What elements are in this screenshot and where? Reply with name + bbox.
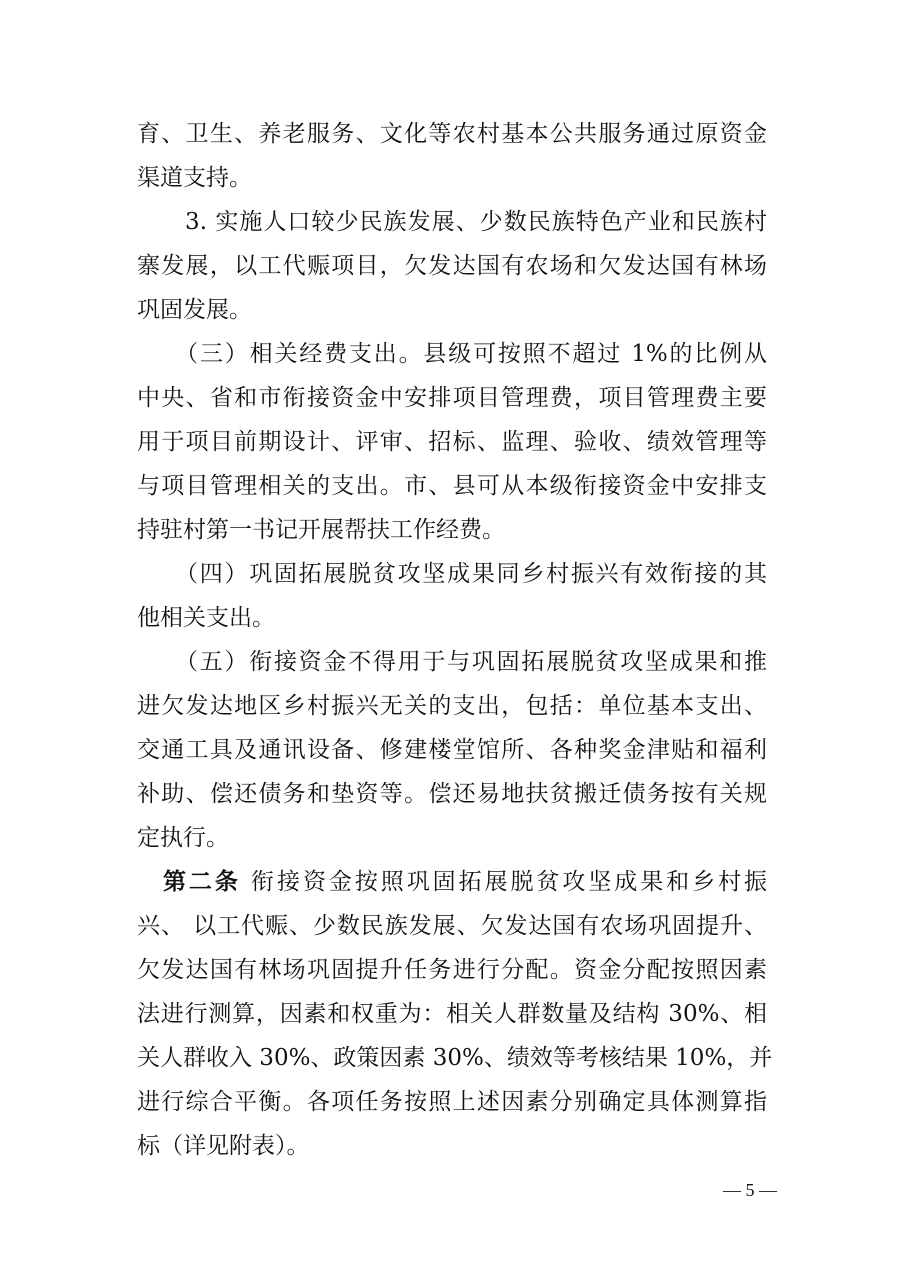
article-line: 欠发达国有林场巩固提升任务进行分配。资金分配按照因素	[137, 957, 767, 983]
article-line: 标（详见附表）。	[137, 1133, 310, 1159]
paragraph-lines	[137, 112, 767, 860]
body-line: 巩固发展。	[137, 297, 252, 323]
article-first-line-text: 衔接资金按照巩固拓展脱贫攻坚成果和乡村振	[240, 869, 768, 895]
body-line: 渠道支持。	[137, 165, 252, 191]
article-line: 进行综合平衡。各项任务按照上述因素分别确定具体测算指	[137, 1089, 767, 1115]
article-first-line	[137, 860, 767, 904]
body-line: 补助、偿还债务和垫资等。偿还易地扶贫搬迁债务按有关规	[137, 781, 767, 807]
body-line: 中央、省和市衔接资金中安排项目管理费，项目管理费主要	[137, 385, 767, 411]
body-line: 寨发展，以工代赈项目，欠发达国有农场和欠发达国有林场	[137, 253, 767, 279]
body-line: 用于项目前期设计、评审、招标、监理、验收、绩效管理等	[137, 429, 767, 455]
body-line: 定执行。	[137, 825, 229, 851]
page-number: — 5 —	[723, 1180, 777, 1200]
article-label: 第二条	[162, 868, 241, 895]
body-line: 持驻村第一书记开展帮扶工作经费。	[137, 517, 505, 543]
body-line: 育、卫生、养老服务、文化等农村基本公共服务通过原资金	[137, 121, 767, 147]
body-line: 进欠发达地区乡村振兴无关的支出，包括：单位基本支出、	[137, 693, 767, 719]
article-line: 关人群收入 30%、政策因素 30%、绩效等考核结果 10%，并	[137, 1045, 773, 1071]
body-line: 他相关支出。	[137, 605, 275, 631]
body-line: （四）巩固拓展脱贫攻坚成果同乡村振兴有效衔接的其	[137, 561, 767, 587]
article-lines	[137, 904, 773, 1168]
body-line: 与项目管理相关的支出。市、县可从本级衔接资金中安排支	[137, 473, 767, 499]
body-line: （五）衔接资金不得用于与巩固拓展脱贫攻坚成果和推	[137, 649, 767, 675]
body-line: （三）相关经费支出。县级可按照不超过 1%的比例从	[137, 341, 767, 367]
body-line: 3. 实施人口较少民族发展、少数民族特色产业和民族村	[137, 209, 767, 235]
article-line: 法进行测算，因素和权重为：相关人群数量及结构 30%、相	[137, 1001, 767, 1027]
body-line: 交通工具及通讯设备、修建楼堂馆所、各种奖金津贴和福利	[137, 737, 767, 763]
article-line: 兴、 以工代赈、少数民族发展、欠发达国有农场巩固提升、	[137, 913, 767, 939]
document-body	[137, 112, 773, 1168]
